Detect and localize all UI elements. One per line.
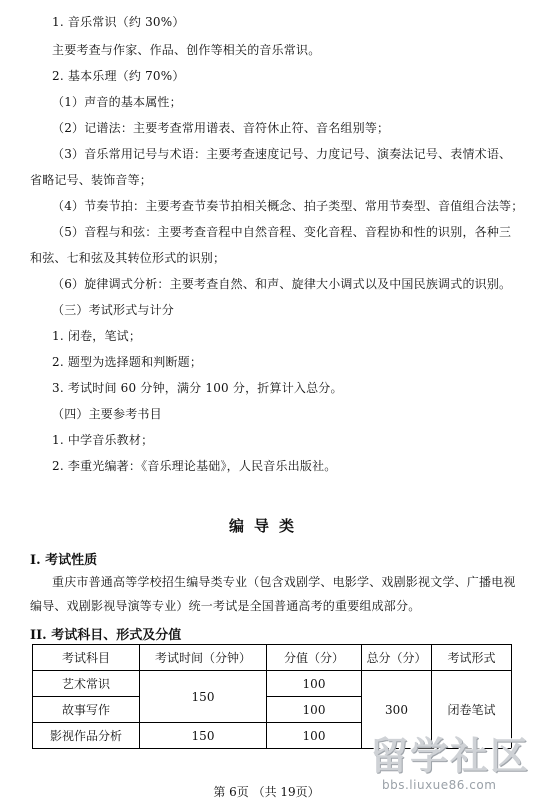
table-header-cell: 分值（分） [267,645,362,671]
text-line: 2. 李重光编著：《音乐理论基础》，人民音乐出版社。 [52,459,337,473]
table-cell: 影视作品分析 [33,723,140,749]
text-line: 1. 中学音乐教材； [52,433,154,447]
text-line: 省略记号、装饰音等； [30,173,153,187]
table-header-cell: 考试形式 [432,645,512,671]
table-cell: 150 [140,671,267,723]
table-cell: 100 [267,671,362,697]
table-cell: 100 [267,697,362,723]
watermark-url: bbs.liuxue86.com [382,778,497,792]
text-line: （2）记谱法：主要考查常用谱表、音符休止符、音名组别等； [52,121,390,135]
text-line: 2. 题型为选择题和判断题； [52,355,203,369]
watermark-text: 留学社区 [370,734,531,778]
text-line: 1. 闭卷，笔试； [52,329,142,343]
text-line: 重庆市普通高等学校招生编导类专业（包含戏剧学、电影学、戏剧影视文学、广播电视 [52,575,516,589]
text-line: 3. 考试时间 60 分钟，满分 100 分，折算计入总分。 [52,381,343,395]
text-line: （5）音程与和弦：主要考查音程中自然音程、变化音程、音程协和性的识别，各种三 [52,225,512,239]
section-heading: II. 考试科目、形式及分值 [30,628,182,643]
text-line: 2. 基本乐理（约 70%） [52,69,185,83]
text-line: （三）考试形式与计分 [52,303,175,317]
text-line: 1. 音乐常识（约 30%） [52,15,185,29]
table-header-cell: 考试科目 [33,645,140,671]
text-line: 和弦、七和弦及其转位形式的识别； [30,251,226,265]
table-header-cell: 考试时间（分钟） [140,645,267,671]
text-line: （3）音乐常用记号与术语：主要考查速度记号、力度记号、演奏法记号、表情术语、 [52,147,512,161]
page-footer: 第 6页 （共 19页） [213,785,320,799]
table-cell: 300 [362,671,432,749]
text-line: （6）旋律调式分析：主要考查自然、和声、旋律大小调式以及中国民族调式的识别。 [52,277,512,291]
table-cell: 艺术常识 [33,671,140,697]
table-header-row [33,645,512,671]
text-line: 编导、戏剧影视导演等专业）统一考试是全国普通高考的重要组成部分。 [30,599,421,613]
text-line: （四）主要参考书目 [52,407,162,421]
table-row [33,671,512,697]
section-title: 编导类 [228,517,304,535]
text-line: （1）声音的基本属性； [52,95,182,109]
table-cell: 150 [140,723,267,749]
text-line: 主要考查与作家、作品、创作等相关的音乐常识。 [52,43,321,57]
watermark-logo [360,720,530,800]
text-line: （4）节奏节拍：主要考查节奏节拍相关概念、拍子类型、常用节奏型、音值组合法等； [52,199,524,213]
table-cell: 100 [267,723,362,749]
table-header-cell: 总分（分） [362,645,432,671]
section-heading: I. 考试性质 [30,553,98,568]
table-cell: 闭卷笔试 [432,671,512,749]
table-cell: 故事写作 [33,697,140,723]
